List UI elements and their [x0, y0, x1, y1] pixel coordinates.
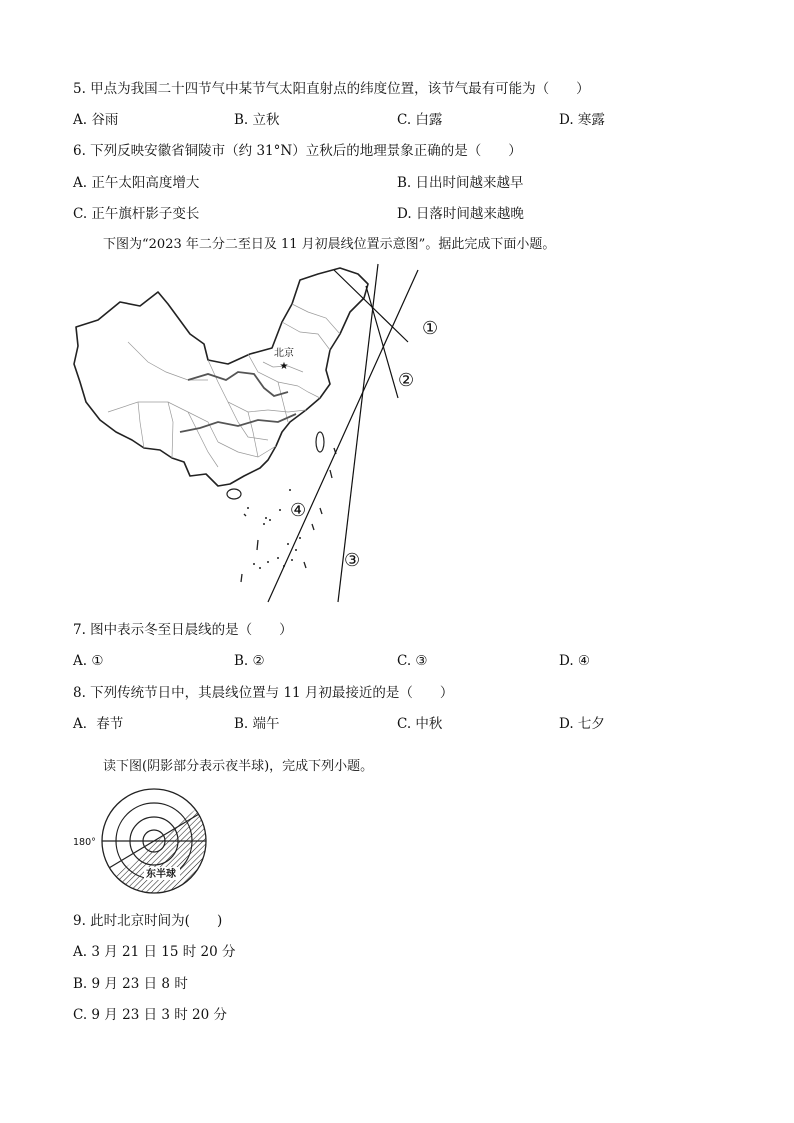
q7-stem: 7. 图中表示冬至日晨线的是（ ）: [73, 622, 293, 638]
intro-9: 读下图(阴影部分表示夜半球)，完成下列小题。: [103, 759, 374, 774]
beijing-label: 北京: [274, 348, 294, 359]
line-label-4: ④: [290, 500, 307, 521]
hainan-island: [227, 489, 241, 499]
q8-option-d[interactable]: D. 七夕: [559, 716, 605, 732]
q5-option-a[interactable]: A. 谷雨: [73, 112, 119, 128]
east-hemisphere-label: 东半球: [146, 869, 176, 880]
q5-option-d[interactable]: D. 寒露: [559, 112, 605, 128]
q7-option-a[interactable]: A. ①: [73, 653, 104, 669]
q7-option-d[interactable]: D. ④: [559, 653, 591, 669]
intro-7-8: 下图为“2023 年二分二至日及 11 月初晨线位置示意图”。据此完成下面小题。: [103, 237, 556, 252]
meridian-180-label: 180°: [73, 837, 96, 848]
taiwan-island: [316, 432, 324, 452]
q9-option-c[interactable]: C. 9 月 23 日 3 时 20 分: [73, 1007, 228, 1023]
q6-option-a[interactable]: A. 正午太阳高度增大: [73, 175, 200, 191]
line-label-1: ①: [422, 318, 439, 339]
china-outline: [74, 268, 368, 486]
q5-option-c[interactable]: C. 白露: [397, 112, 443, 128]
q8-option-c[interactable]: C. 中秋: [397, 716, 443, 732]
q9-option-a[interactable]: A. 3 月 21 日 15 时 20 分: [73, 944, 236, 960]
night-hemisphere-shading: [90, 789, 215, 897]
q6-option-d[interactable]: D. 日落时间越来越晚: [397, 206, 524, 222]
polar-globe-figure: [70, 787, 215, 897]
q9-stem: 9. 此时北京时间为( ): [73, 913, 223, 929]
q5-stem: 5. 甲点为我国二十四节气中某节气太阳直射点的纬度位置，该节气最有可能为（ ）: [73, 81, 590, 97]
q6-option-c[interactable]: C. 正午旗杆影子变长: [73, 206, 200, 222]
q5-option-b[interactable]: B. 立秋: [234, 112, 280, 128]
china-terminator-map: [68, 262, 448, 607]
line-label-2: ②: [398, 370, 415, 391]
star-icon: ★: [279, 361, 289, 372]
q7-option-c[interactable]: C. ③: [397, 653, 428, 669]
q6-option-b[interactable]: B. 日出时间越来越早: [397, 175, 524, 191]
q8-stem: 8. 下列传统节日中，其晨线位置与 11 月初最接近的是（ ）: [73, 685, 454, 701]
q6-stem: 6. 下列反映安徽省铜陵市（约 31°N）立秋后的地理景象正确的是（ ）: [73, 143, 522, 159]
q7-option-b[interactable]: B. ②: [234, 653, 265, 669]
q8-option-b[interactable]: B. 端午: [234, 716, 280, 732]
q9-option-b[interactable]: B. 9 月 23 日 8 时: [73, 976, 188, 992]
q8-option-a[interactable]: A．春节: [73, 716, 124, 732]
terminator-line-2: [366, 286, 398, 398]
line-label-3: ③: [344, 550, 361, 571]
